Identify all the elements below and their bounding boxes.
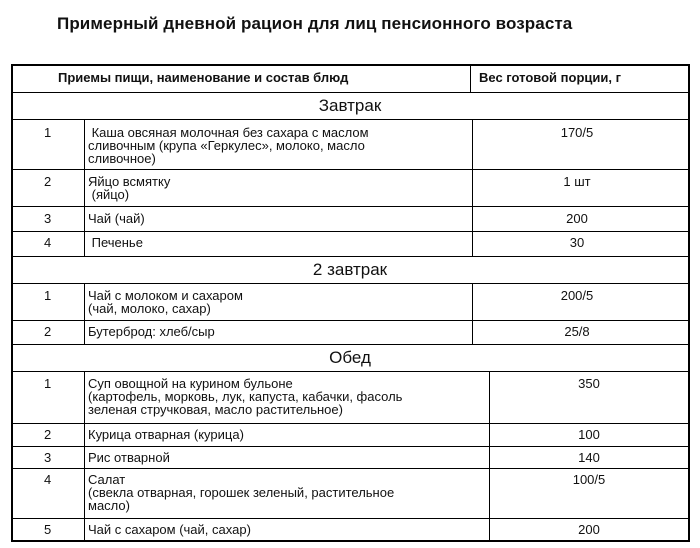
section-title: 2 завтрак [312,260,388,279]
dish-description: Суп овощной на курином бульоне (картофель, морковь, лук, капуста, кабачки, фасоль зеленая стручковая, масло растительное) [88,376,403,417]
row-number: 3 [44,211,52,226]
portion-weight: 200 [566,211,588,226]
row-number: 4 [44,235,52,250]
ration-table [11,64,690,542]
dish-description: Чай с молоком и сахаром (чай, молоко, сахар) [88,288,243,316]
portion-weight: 200/5 [560,288,594,303]
portion-weight: 1 шт [563,174,591,189]
portion-weight: 100 [578,427,600,442]
row-number: 1 [44,125,52,140]
header-weight: Вес готовой порции, г [479,70,621,85]
portion-weight: 100/5 [572,472,606,487]
row-number: 2 [44,324,52,339]
portion-weight: 350 [578,376,600,391]
dish-description: Чай с сахаром (чай, сахар) [88,522,251,537]
page-title: Примерный дневной рацион для лиц пенсионного возраста [57,14,573,33]
row-number: 1 [44,376,52,391]
dish-description: Курица отварная (курица) [88,427,244,442]
portion-weight: 200 [578,522,600,537]
portion-weight: 140 [578,450,600,465]
dish-description: Салат (свекла отварная, горошек зеленый, растительное масло) [88,472,395,513]
row-number: 3 [44,450,52,465]
row-number: 2 [44,427,52,442]
dish-description: Бутерброд: хлеб/сыр [88,324,215,339]
section-title: Обед [329,348,371,367]
header-dish: Приемы пищи, наименование и состав блюд [58,70,349,85]
row-number: 2 [44,174,52,189]
row-number: 5 [44,522,52,537]
dish-description: Яйцо всмятку (яйцо) [88,174,171,202]
dish-description: Чай (чай) [88,211,145,226]
portion-weight: 30 [569,235,585,250]
dish-description: Рис отварной [88,450,170,465]
row-number: 4 [44,472,52,487]
section-title: Завтрак [318,96,382,115]
portion-weight: 170/5 [560,125,594,140]
dish-description: Каша овсяная молочная без сахара с маслом сливочным (крупа «Геркулес», молоко, масло сливочное) [88,125,369,166]
dish-description: Печенье [88,235,143,250]
row-number: 1 [44,288,52,303]
portion-weight: 25/8 [564,324,590,339]
